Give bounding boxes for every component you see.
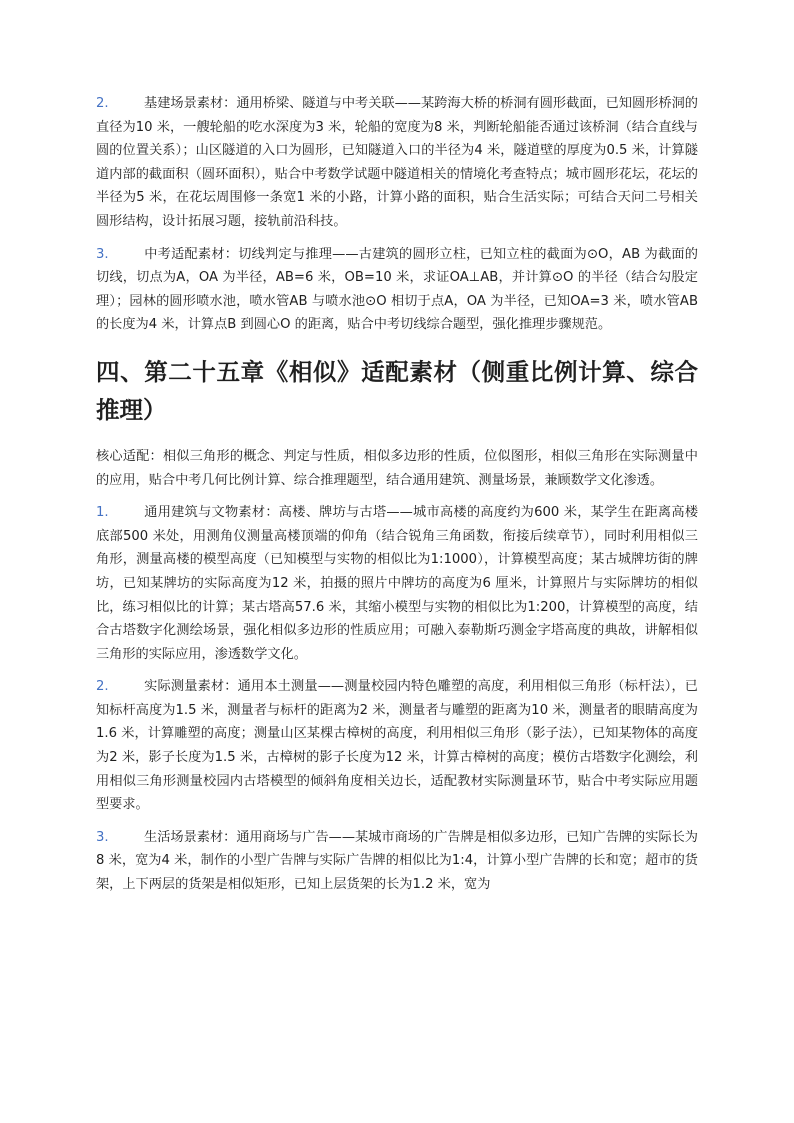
list-item-text: 通用建筑与文物素材：高楼、牌坊与古塔——城市高楼的高度约为600 米，某学生在距离高楼底部500 米处，用测角仪测量高楼顶端的仰角（结合锐角三角函数，衔接后续章节），同时利用相似三角形，测量高楼的模型高度（已知模型与实物的相似比为1:1000），计算模型高度；某古城牌坊街的牌坊，已知某牌坊的实际高度为12 米，拍摄的照片中牌坊的高度为6 厘米，计算照片与实际牌坊的相似比，练习相似比的计算；某古塔高57.6 米，其缩小模型与实物的相似比为1:200，计算模型的高度，结合古塔数字化测绘场景，强化相似多边形的性质应用；可融入泰勒斯巧测金字塔高度的典故，讲解相似三角形的实际应用，渗透数学文化。 — [96, 505, 698, 662]
list-number: 2. — [96, 679, 109, 695]
list-number: 3. — [96, 829, 109, 845]
list-item-buildings — [96, 501, 698, 666]
core-adaptation-paragraph: 核心适配：相似三角形的概念、判定与性质，相似多边形的性质，位似图形，相似三角形在实际测量中的应用，贴合中考几何比例计算、综合推理题型，结合通用建筑、测量场景，兼顾数学文化渗透。 — [96, 448, 698, 488]
section-heading: 四、第二十五章《相似》适配素材（侧重比例计算、综合推理） — [96, 357, 698, 424]
list-number: 1. — [96, 505, 109, 521]
list-item-measurement — [96, 675, 698, 817]
list-number: 3. — [96, 246, 109, 262]
list-item-text: 基建场景素材：通用桥梁、隧道与中考关联——某跨海大桥的桥洞有圆形截面，已知圆形桥洞的直径为10 米，一艘轮船的吃水深度为3 米，轮船的宽度为8 米，判断轮船能否通过该桥洞（结合直线与圆的位置关系）；山区隧道的入口为圆形，已知隧道入口的半径为4 米，隧道壁的厚度为0.5 米，计算隧道内部的截面积（圆环面积），贴合中考数学试题中隧道相关的情境化考查特点；城市圆形花坛，花坛的半径为5 米，在花坛周围修一条宽1 米的小路，计算小路的面积，贴合生活实际；可结合天问二号相关圆形结构，设计拓展习题，接轨前沿科技。 — [96, 96, 698, 229]
list-item-life-scenes — [96, 826, 698, 897]
list-item-text: 实际测量素材：通用本土测量——测量校园内特色雕塑的高度，利用相似三角形（标杆法），已知标杆高度为1.5 米，测量者与标杆的距离为2 米，测量者与雕塑的距离为10 米，测量者的眼睛高度为1.6 米，计算雕塑的高度；测量山区某棵古樟树的高度，利用相似三角形（影子法），已知某物体的高度为2 米，影子长度为1.5 米，古樟树的影子长度为12 米，计算古樟树的高度；模仿古塔数字化测绘，利用相似三角形测量校园内古塔模型的倾斜角度相关边长，适配教材实际测量环节，贴合中考实际应用题型要求。 — [96, 679, 698, 813]
list-item-tangent — [96, 243, 698, 337]
list-number: 2. — [96, 96, 109, 111]
list-item-text: 中考适配素材：切线判定与推理——古建筑的圆形立柱，已知立柱的截面为⊙O，AB 为截面的切线，切点为A，OA 为半径，AB=6 米，OB=10 米，求证OA⊥AB，并计算⊙O 的半径（结合勾股定理）；园林的圆形喷水池，喷水管AB 与喷水池⊙O 相切于点A，OA 为半径，已知OA=3 米，喷水管AB 的长度为4 米，计算点B 到圆心O 的距离，贴合中考切线综合题型，强化推理步骤规范。 — [96, 246, 698, 333]
list-item-text: 生活场景素材：通用商场与广告——某城市商场的广告牌是相似多边形，已知广告牌的实际长为8 米，宽为4 米，制作的小型广告牌与实际广告牌的相似比为1:4，计算小型广告牌的长和宽；超市的货架，上下两层的货架是相似矩形，已知上层货架的长为1.2 米，宽为 — [96, 829, 698, 893]
list-item-bridge-tunnel — [96, 92, 698, 234]
